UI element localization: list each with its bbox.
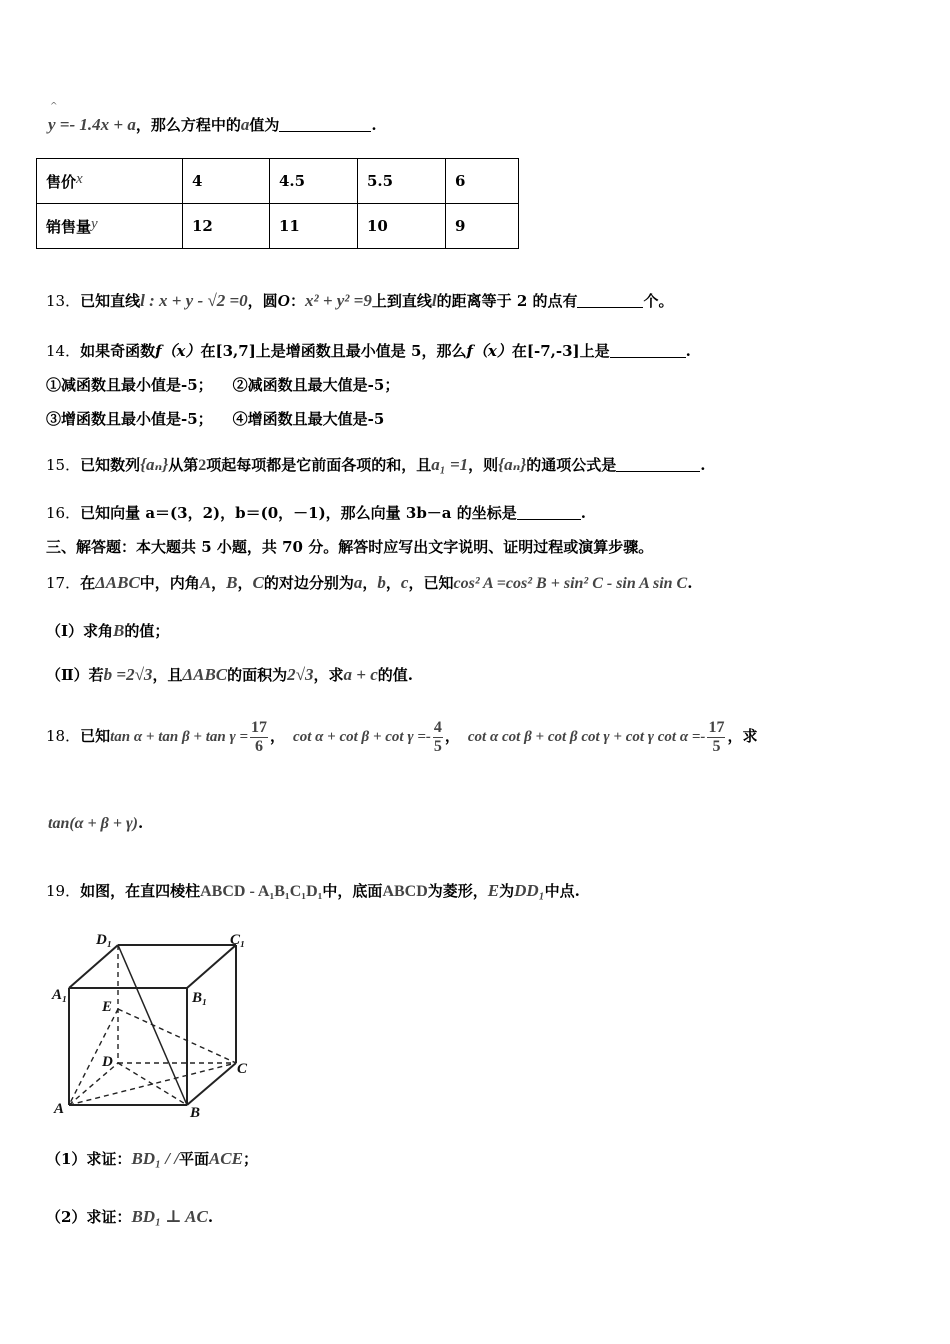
q12-line: y =- 1.4x + a，那么方程中的a值为 . bbox=[48, 115, 377, 134]
label-d: D bbox=[102, 1054, 113, 1070]
answer-blank[interactable] bbox=[610, 342, 686, 358]
answer-blank[interactable] bbox=[517, 504, 581, 520]
question-16: 16．已知向量 a＝(3，2)，b＝(0，－1)，那么向量 3b－a 的坐标是 . bbox=[46, 504, 586, 522]
answer-blank[interactable] bbox=[279, 116, 371, 132]
table-cell: 9 bbox=[446, 204, 519, 249]
regression-equation: y =- 1.4x + a bbox=[48, 115, 136, 134]
option-4[interactable]: ④增函数且最大值是-5 bbox=[232, 410, 385, 428]
circle-equation: x² + y² =9 bbox=[304, 291, 372, 310]
table-cell: 11 bbox=[270, 204, 358, 249]
table-cell: 6 bbox=[446, 159, 519, 204]
label-c1: C₁ bbox=[230, 932, 246, 948]
table-cell: 5.5 bbox=[358, 159, 446, 204]
row-header: 销售量y bbox=[37, 204, 183, 249]
label-d1: D₁ bbox=[96, 932, 113, 948]
option-2[interactable]: ②减函数且最大值是-5； bbox=[232, 376, 400, 394]
question-13: 13．已知直线l : x + y - √2 =0，圆O：x² + y² =9上到直线l的距离等于 2 的点有 个。 bbox=[46, 291, 674, 310]
line-equation: l : x + y - √2 =0 bbox=[140, 291, 248, 310]
question-17: 17．在ΔABC中，内角A，B，C的对边分别为a，b，c，已知cos² A =cos² B + sin² C - sin A sin C. bbox=[46, 573, 693, 592]
price-sales-table bbox=[36, 158, 519, 249]
answer-blank[interactable] bbox=[577, 292, 643, 308]
question-18: 18．已知tan α + tan β + tan γ = $\frac{17}{6}$ ， cot α + cot β + cot γ =- $\frac{4}{5}$ ， cot α cot β + cot β cot γ + cot γ cot α =- $\frac{17}{5}$ ，求 bbox=[46, 718, 758, 755]
question-19: 19．如图，在直四棱柱ABCD - A₁B₁C₁D₁中，底面ABCD为菱形，E为DD₁中点. bbox=[46, 881, 580, 900]
diagonal-db bbox=[118, 1063, 187, 1105]
table-cell: 12 bbox=[183, 204, 270, 249]
label-e: E bbox=[102, 999, 113, 1015]
q17-part-2: （Ⅱ）若b =2√3，且ΔABC的面积为2√3，求a + c的值. bbox=[46, 665, 413, 684]
given-condition: cos² A =cos² B + sin² C - sin A sin C bbox=[453, 575, 688, 592]
table-cell: 4.5 bbox=[270, 159, 358, 204]
table-row bbox=[37, 159, 519, 204]
label-a1: A₁ bbox=[52, 987, 68, 1003]
q17-part-1: （Ⅰ）求角B的值； bbox=[46, 621, 170, 640]
table-cell: 10 bbox=[358, 204, 446, 249]
q19-part-2: （2）求证：BD₁ ⊥ AC. bbox=[46, 1207, 214, 1226]
section-heading: 三、解答题：本大题共 5 小题，共 70 分。解答时应写出文字说明、证明过程或演算步骤。 bbox=[46, 538, 654, 556]
prism-figure bbox=[50, 925, 260, 1125]
label-b: B bbox=[190, 1105, 201, 1121]
edge-d1a1 bbox=[69, 945, 118, 988]
answer-blank[interactable] bbox=[616, 456, 700, 472]
fraction: $\frac{4}{5}$ bbox=[433, 718, 442, 755]
question-15: 15．已知数列{aₙ}从第2项起每项都是它前面各项的和，且a₁ =1，则{aₙ}的通项公式是 . bbox=[46, 455, 706, 474]
hat-accent: ^ bbox=[50, 102, 58, 112]
label-c: C bbox=[237, 1061, 248, 1077]
edge-c1b1 bbox=[187, 945, 236, 988]
option-3[interactable]: ③增函数且最小值是-5； bbox=[46, 410, 213, 428]
label-a: A bbox=[54, 1101, 65, 1117]
label-b1: B₁ bbox=[192, 990, 208, 1006]
fraction: $\frac{17}{5}$ bbox=[708, 718, 725, 755]
table-row bbox=[37, 204, 519, 249]
question-14: 14．如果奇函数f（x）在[3,7]上是增函数且最小值是 5，那么f（x）在[-7,-3]上是 . bbox=[46, 342, 691, 360]
q18-target: tan(α + β + γ). bbox=[48, 814, 144, 832]
segment-ec bbox=[118, 1009, 236, 1063]
q14-options-row-1 bbox=[46, 374, 399, 396]
q14-options-row-2 bbox=[46, 408, 384, 430]
fraction: $\frac{17}{6}$ bbox=[251, 718, 268, 755]
table-cell: 4 bbox=[183, 159, 270, 204]
row-header: 售价x bbox=[37, 159, 183, 204]
q19-part-1: （1）求证：BD₁ / /平面ACE； bbox=[46, 1149, 259, 1168]
option-1[interactable]: ①减函数且最小值是-5； bbox=[46, 376, 213, 394]
